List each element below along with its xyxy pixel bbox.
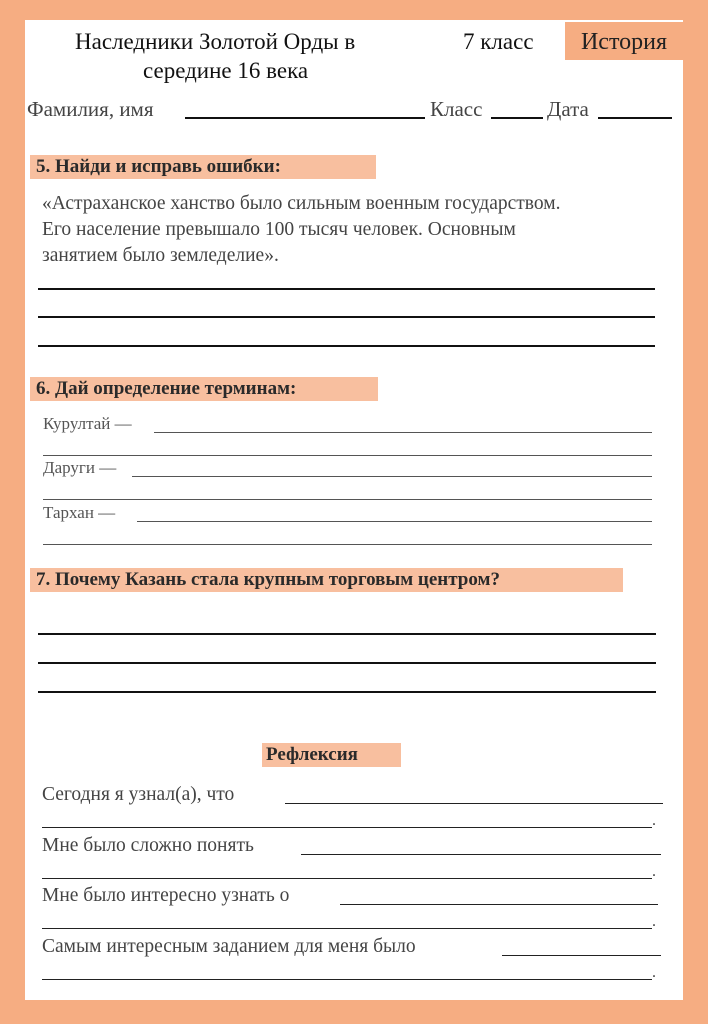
reflection-answer-3[interactable] — [340, 904, 658, 905]
reflection-answer-1[interactable] — [285, 803, 663, 804]
title-line-1: Наследники Золотой Орды в — [75, 29, 356, 54]
task5-answer-line-2[interactable] — [38, 316, 655, 318]
reflection-answer-2[interactable] — [301, 854, 661, 855]
reflection-prompt-2: Мне было сложно понять — [42, 835, 254, 856]
name-label: Фамилия, имя — [27, 97, 154, 121]
reflection-answer-4b[interactable] — [42, 979, 652, 980]
reflection-answer-3b[interactable] — [42, 928, 652, 929]
reflection-prompt-3: Мне было интересно узнать о — [42, 885, 290, 906]
term-tarkhan-line-2[interactable] — [43, 544, 652, 545]
class-field[interactable] — [491, 117, 543, 119]
date-field[interactable] — [598, 117, 672, 119]
term-kurultai-line-2[interactable] — [43, 455, 652, 456]
reflection-dot-1: . — [652, 812, 656, 829]
task7-answer-line-2[interactable] — [38, 662, 656, 664]
reflection-dot-2: . — [652, 863, 656, 880]
task7-answer-line-3[interactable] — [38, 691, 656, 693]
term-darugi-line-2[interactable] — [43, 499, 652, 500]
term-kurultai-line[interactable] — [154, 432, 652, 433]
class-label: Класс — [430, 97, 483, 121]
reflection-prompt-4: Самым интересным заданием для меня было — [42, 936, 416, 957]
task7-heading: 7. Почему Казань стала крупным торговым центром? — [36, 569, 500, 590]
term-kurultai: Курултай — — [43, 414, 132, 433]
term-darugi-line[interactable] — [132, 476, 652, 477]
term-tarkhan: Тархан — — [43, 503, 116, 522]
task5-quote-line-2: Его население превышало 100 тысяч человек. Основным — [42, 219, 516, 240]
task5-quote-line-1: «Астраханское ханство было сильным военным государством. — [42, 193, 561, 214]
reflection-answer-1b[interactable] — [42, 827, 652, 828]
task7-answer-line-1[interactable] — [38, 633, 656, 635]
task5-heading: 5. Найди и исправь ошибки: — [36, 156, 281, 177]
reflection-answer-4[interactable] — [502, 955, 661, 956]
term-tarkhan-line[interactable] — [137, 521, 652, 522]
date-label: Дата — [547, 97, 589, 121]
title-line-2: середине 16 века — [143, 58, 309, 83]
task6-heading: 6. Дай определение терминам: — [36, 378, 297, 399]
subject-tag: История — [565, 22, 683, 60]
grade-label: 7 класс — [463, 29, 534, 54]
task5-answer-line-3[interactable] — [38, 345, 655, 347]
reflection-dot-3: . — [652, 913, 656, 930]
task5-quote-line-3: занятием было земледелие». — [42, 245, 279, 266]
reflection-dot-4: . — [652, 964, 656, 981]
reflection-prompt-1: Сегодня я узнал(а), что — [42, 784, 235, 805]
task5-answer-line-1[interactable] — [38, 288, 655, 290]
term-darugi: Даруги — — [43, 458, 117, 477]
reflection-heading: Рефлексия — [266, 744, 358, 765]
reflection-answer-2b[interactable] — [42, 878, 652, 879]
name-field[interactable] — [185, 117, 425, 119]
